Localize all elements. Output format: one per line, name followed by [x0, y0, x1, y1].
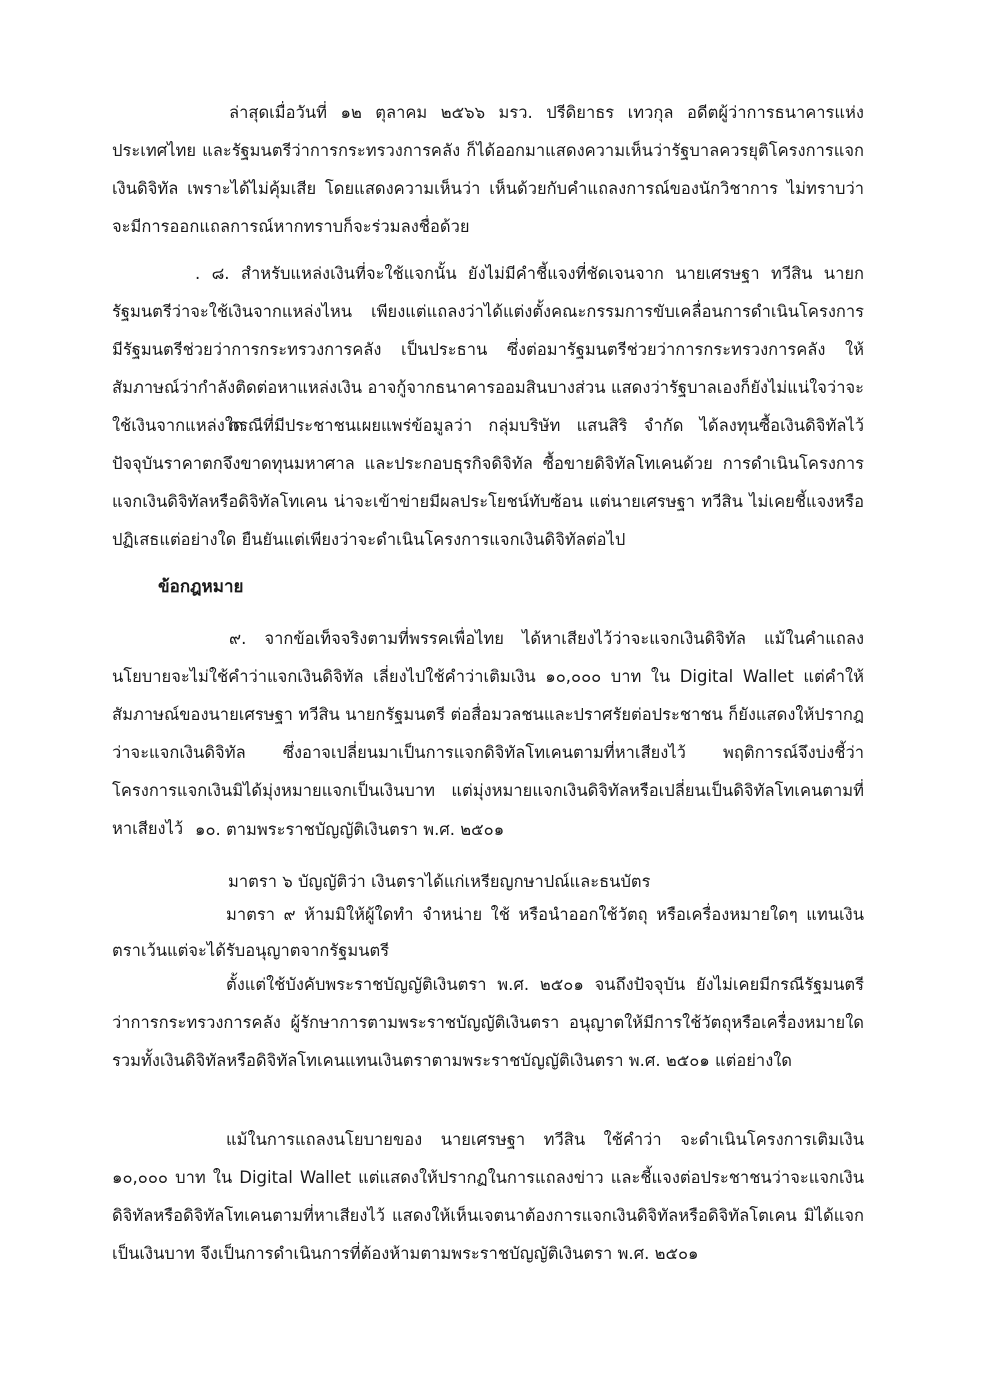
paragraph-prid: ล่าสุดเมื่อวันที่ ๑๒ ตุลาคม ๒๕๖๖ มรว. ปรีดิยาธร เทวกุล อดีตผู้ว่าการธนาคารแห่งประเทศไทย และรัฐมนตรีว่าการกระทรวงการคลัง ก็ได้ออกมาแสดงความเห็นว่ารัฐบาลควรยุติโครงการแจกเงินดิจิทัล เพราะได้ไม่คุ้มเสีย โดยแสดงความเห็นว่า เห็นด้วยกับคำแถลงการณ์ของนักวิชาการ ไม่ทราบว่าจะมีการออกแถลการณ์หากทราบก็จะร่วมลงชื่อด้วย	[112, 103, 864, 236]
section-heading-legal: ข้อกฎหมาย	[158, 577, 244, 597]
paragraph-9-facts: ๙. จากข้อเท็จจริงตามที่พรรคเพื่อไทย ได้หาเสียงไว้ว่าจะแจกเงินดิจิทัล แม้ในคำแถลงนโยบายจะไม่ใช้คำว่าแจกเงินดิจิทัล เลี่ยงไปใช้คำว่าเติมเงิน ๑๐,๐๐๐ บาท ใน Digital Wallet แต่คำให้สัมภาษณ์ของนายเศรษฐา ทวีสิน นายกรัฐมนตรี ต่อสื่อมวลชนและปราศรัยต่อประชาชน ก็ยังแสดงให้ปรากฎว่าจะแจกเงินดิจิทัล ซึ่งอาจเปลี่ยนมาเป็นการแจกดิจิทัลโทเคนตามที่หาเสียงไว้ พฤติการณ์จึงบ่งชี้ว่าโครงการแจกเงินมิได้มุ่งหมายแจกเป็นเงินบาท แต่มุ่งหมายแจกเงินดิจิทัลหรือเปลี่ยนเป็นดิจิทัลโทเคนตามที่หาเสียงไว้	[112, 629, 864, 838]
paragraph-no-permission: ตั้งแต่ใช้บังคับพระราชบัญญัติเงินตรา พ.ศ. ๒๕๐๑ จนถึงปัจจุบัน ยังไม่เคยมีกรณีรัฐมนตรีว่าการกระทรวงการคลัง ผู้รักษาการตามพระราชบัญญัติเงินตรา อนุญาตให้มีการใช้วัตถุหรือเครื่องหมายใด รวมทั้งเงินดิจิทัลหรือดิจิทัลโทเคนแทนเงินตราตามพระราชบัญญัติเงินตรา พ.ศ. ๒๕๐๑ แต่อย่างใด	[112, 975, 864, 1070]
paragraph-8-funding-source: . ๘. สำหรับแหล่งเงินที่จะใช้แจกนั้น ยังไม่มีคำชี้แจงที่ชัดเจนจาก นายเศรษฐา ทวีสิน นายกรัฐมนตรีว่าจะใช้เงินจากแหล่งไหน เพียงแต่แถลงว่าได้แต่งตั้งคณะกรรมการขับเคลื่อนการดำเนินโครงการ มีรัฐมนตรีช่วยว่าการกระทรวงการคลัง เป็นประธาน ซึ่งต่อมารัฐมนตรีช่วยว่าการกระทรวงการคลัง ให้สัมภาษณ์ว่ากำลังติดต่อหาแหล่งเงิน อาจกู้จากธนาคารออมสินบางส่วน แสดงว่ารัฐบาลเองก็ยังไม่แน่ใจว่าจะใช้เงินจากแหล่งใด	[112, 264, 864, 435]
section-6-text: มาตรา ๖ บัญญัติว่า เงินตราได้แก่เหรียญกษาปณ์และธนบัตร	[228, 872, 651, 891]
paragraph-policy-statement: แม้ในการแถลงนโยบายของ นายเศรษฐา ทวีสิน ใช้คำว่า จะดำเนินโครงการเติมเงิน ๑๐,๐๐๐ บาท ใน Digital Wallet แต่แสดงให้ปรากฏในการแถลงข่าว และชี้แจงต่อประชาชนว่าจะแจกเงินดิจิทัลหรือดิจิทัลโทเคนตามที่หาเสียงไว้ แสดงให้เห็นเจตนาต้องการแจกเงินดิจิทัลหรือดิจิทัลโตเคน มิได้แจกเป็นเงินบาท จึงเป็นการดำเนินการที่ต้องห้ามตามพระราชบัญญัติเงินตรา พ.ศ. ๒๕๐๑	[112, 1130, 864, 1263]
paragraph-10-currency-act: ๑๐. ตามพระราชบัญญัติเงินตรา พ.ศ. ๒๕๐๑	[195, 820, 505, 839]
section-9-text: มาตรา ๙ ห้ามมิให้ผู้ใดทำ จำหน่าย ใช้ หรือนำออกใช้วัตถุ หรือเครื่องหมายใดๆ แทนเงินตราเว้นแต่จะได้รับอนุญาตจากรัฐมนตรี	[112, 905, 864, 960]
paragraph-sansiri: กรณีที่มีประชาชนเผยแพร่ข้อมูลว่า กลุ่มบริษัท แสนสิริ จำกัด ได้ลงทุนซื้อเงินดิจิทัลไว้ ปัจจุบันราคาตกจึงขาดทุนมหาศาล และประกอบธุรกิจดิจิทัล ซื้อขายดิจิทัลโทเคนด้วย การดำเนินโครงการแจกเงินดิจิทัลหรือดิจิทัลโทเคน น่าจะเข้าข่ายมีผลประโยชน์ทับซ้อน แต่นายเศรษฐา ทวีสิน ไม่เคยชี้แจงหรือปฏิเสธแต่อย่างใด ยืนยันแต่เพียงว่าจะดำเนินโครงการแจกเงินดิจิทัลต่อไป	[112, 416, 864, 549]
